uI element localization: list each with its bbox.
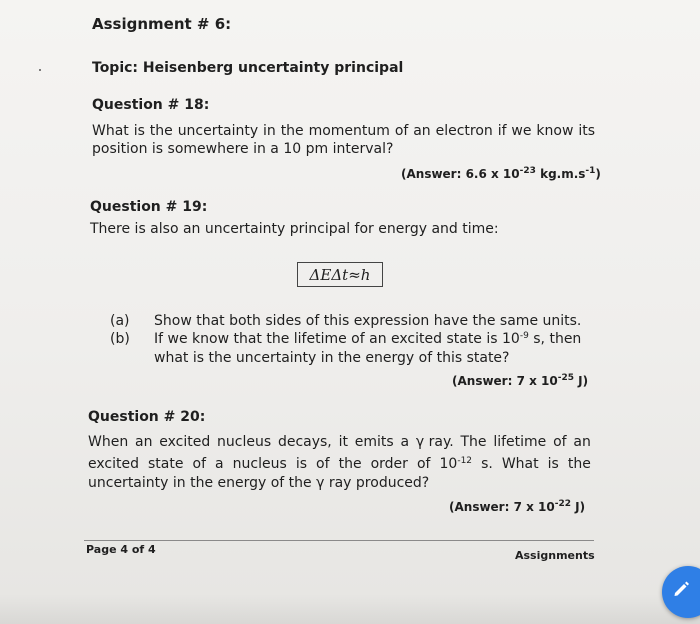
word: of <box>416 456 431 472</box>
q18-line2: position is somewhere in a 10 pm interval? <box>92 141 394 157</box>
word: the <box>149 123 173 139</box>
q20-title: Question # 20: <box>88 409 206 425</box>
power-of-ten: $10^{-12}$ <box>439 456 473 472</box>
assignment-title: Assignment # 6: <box>92 15 232 33</box>
word: of <box>192 456 207 472</box>
q19-b-label: (b) <box>110 331 130 347</box>
word: momentum <box>308 123 390 139</box>
page-shadow <box>0 594 700 624</box>
word: state <box>148 456 184 472</box>
q20-line1 <box>88 434 591 450</box>
q19-b-line1: If we know that the lifetime of an excited state is $10^{-9}$ s, then <box>154 331 582 347</box>
word: a <box>400 434 410 450</box>
word: in <box>263 123 276 139</box>
word: know <box>536 123 574 139</box>
word: excited <box>159 434 211 450</box>
word: the <box>280 123 304 139</box>
word: order <box>370 456 408 472</box>
q20-answer: (Answer: 7 x $10^{-22}$ J) <box>449 499 586 514</box>
word: nucleus <box>217 434 272 450</box>
word: is <box>133 123 145 139</box>
word: γ ray. <box>415 434 454 450</box>
q19-answer: (Answer: 7 x $10^{-25}$ J) <box>452 373 589 388</box>
q19-a-text: Show that both sides of this expression have the same units. <box>154 313 582 329</box>
q20-line2 <box>88 456 591 472</box>
word: When <box>88 434 129 450</box>
pencil-icon <box>673 579 691 597</box>
word: nucleus <box>232 456 287 472</box>
energy-time-formula: ΔEΔt ≈ h <box>297 262 383 287</box>
word: an <box>135 434 153 450</box>
word: the <box>567 456 591 472</box>
q18-answer: (Answer: 6.6 x $10^{-23}$ $kg.m.s^{-1}$) <box>401 166 601 181</box>
word: emits <box>354 434 394 450</box>
q19-b-line2: what is the uncertainty in the energy of this state? <box>154 350 510 366</box>
word: lifetime <box>493 434 547 450</box>
word: an <box>573 434 591 450</box>
word: of <box>316 456 330 472</box>
footer-rule <box>84 540 594 541</box>
word: excited <box>88 456 139 472</box>
word: a <box>215 456 224 472</box>
word: s. <box>481 456 493 472</box>
word: if <box>497 123 507 139</box>
q20-line3: uncertainty in the energy of the γ ray produced? <box>88 475 430 491</box>
word: its <box>578 123 595 139</box>
q18-line1 <box>92 123 595 139</box>
margin-mark <box>39 69 41 71</box>
footer-page-number: Page 4 of 4 <box>86 543 156 556</box>
word: decays, <box>277 434 332 450</box>
q18-title: Question # 18: <box>92 97 210 113</box>
word: uncertainty <box>177 123 259 139</box>
word: is <box>547 456 559 472</box>
word: of <box>394 123 409 139</box>
word: is <box>295 456 308 472</box>
word: The <box>460 434 487 450</box>
q19-title: Question # 19: <box>90 199 208 215</box>
word: electron <box>435 123 493 139</box>
q19-intro: There is also an uncertainty principal for energy and time: <box>90 221 499 237</box>
footer-section: Assignments <box>515 549 595 562</box>
word: of <box>553 434 567 450</box>
q19-a-label: (a) <box>110 313 130 329</box>
word: the <box>338 456 362 472</box>
word: an <box>413 123 431 139</box>
word: What <box>92 123 129 139</box>
topic-line: Topic: Heisenberg uncertainty principal <box>92 60 404 76</box>
word: What <box>501 456 539 472</box>
word: it <box>338 434 348 450</box>
word: we <box>511 123 532 139</box>
